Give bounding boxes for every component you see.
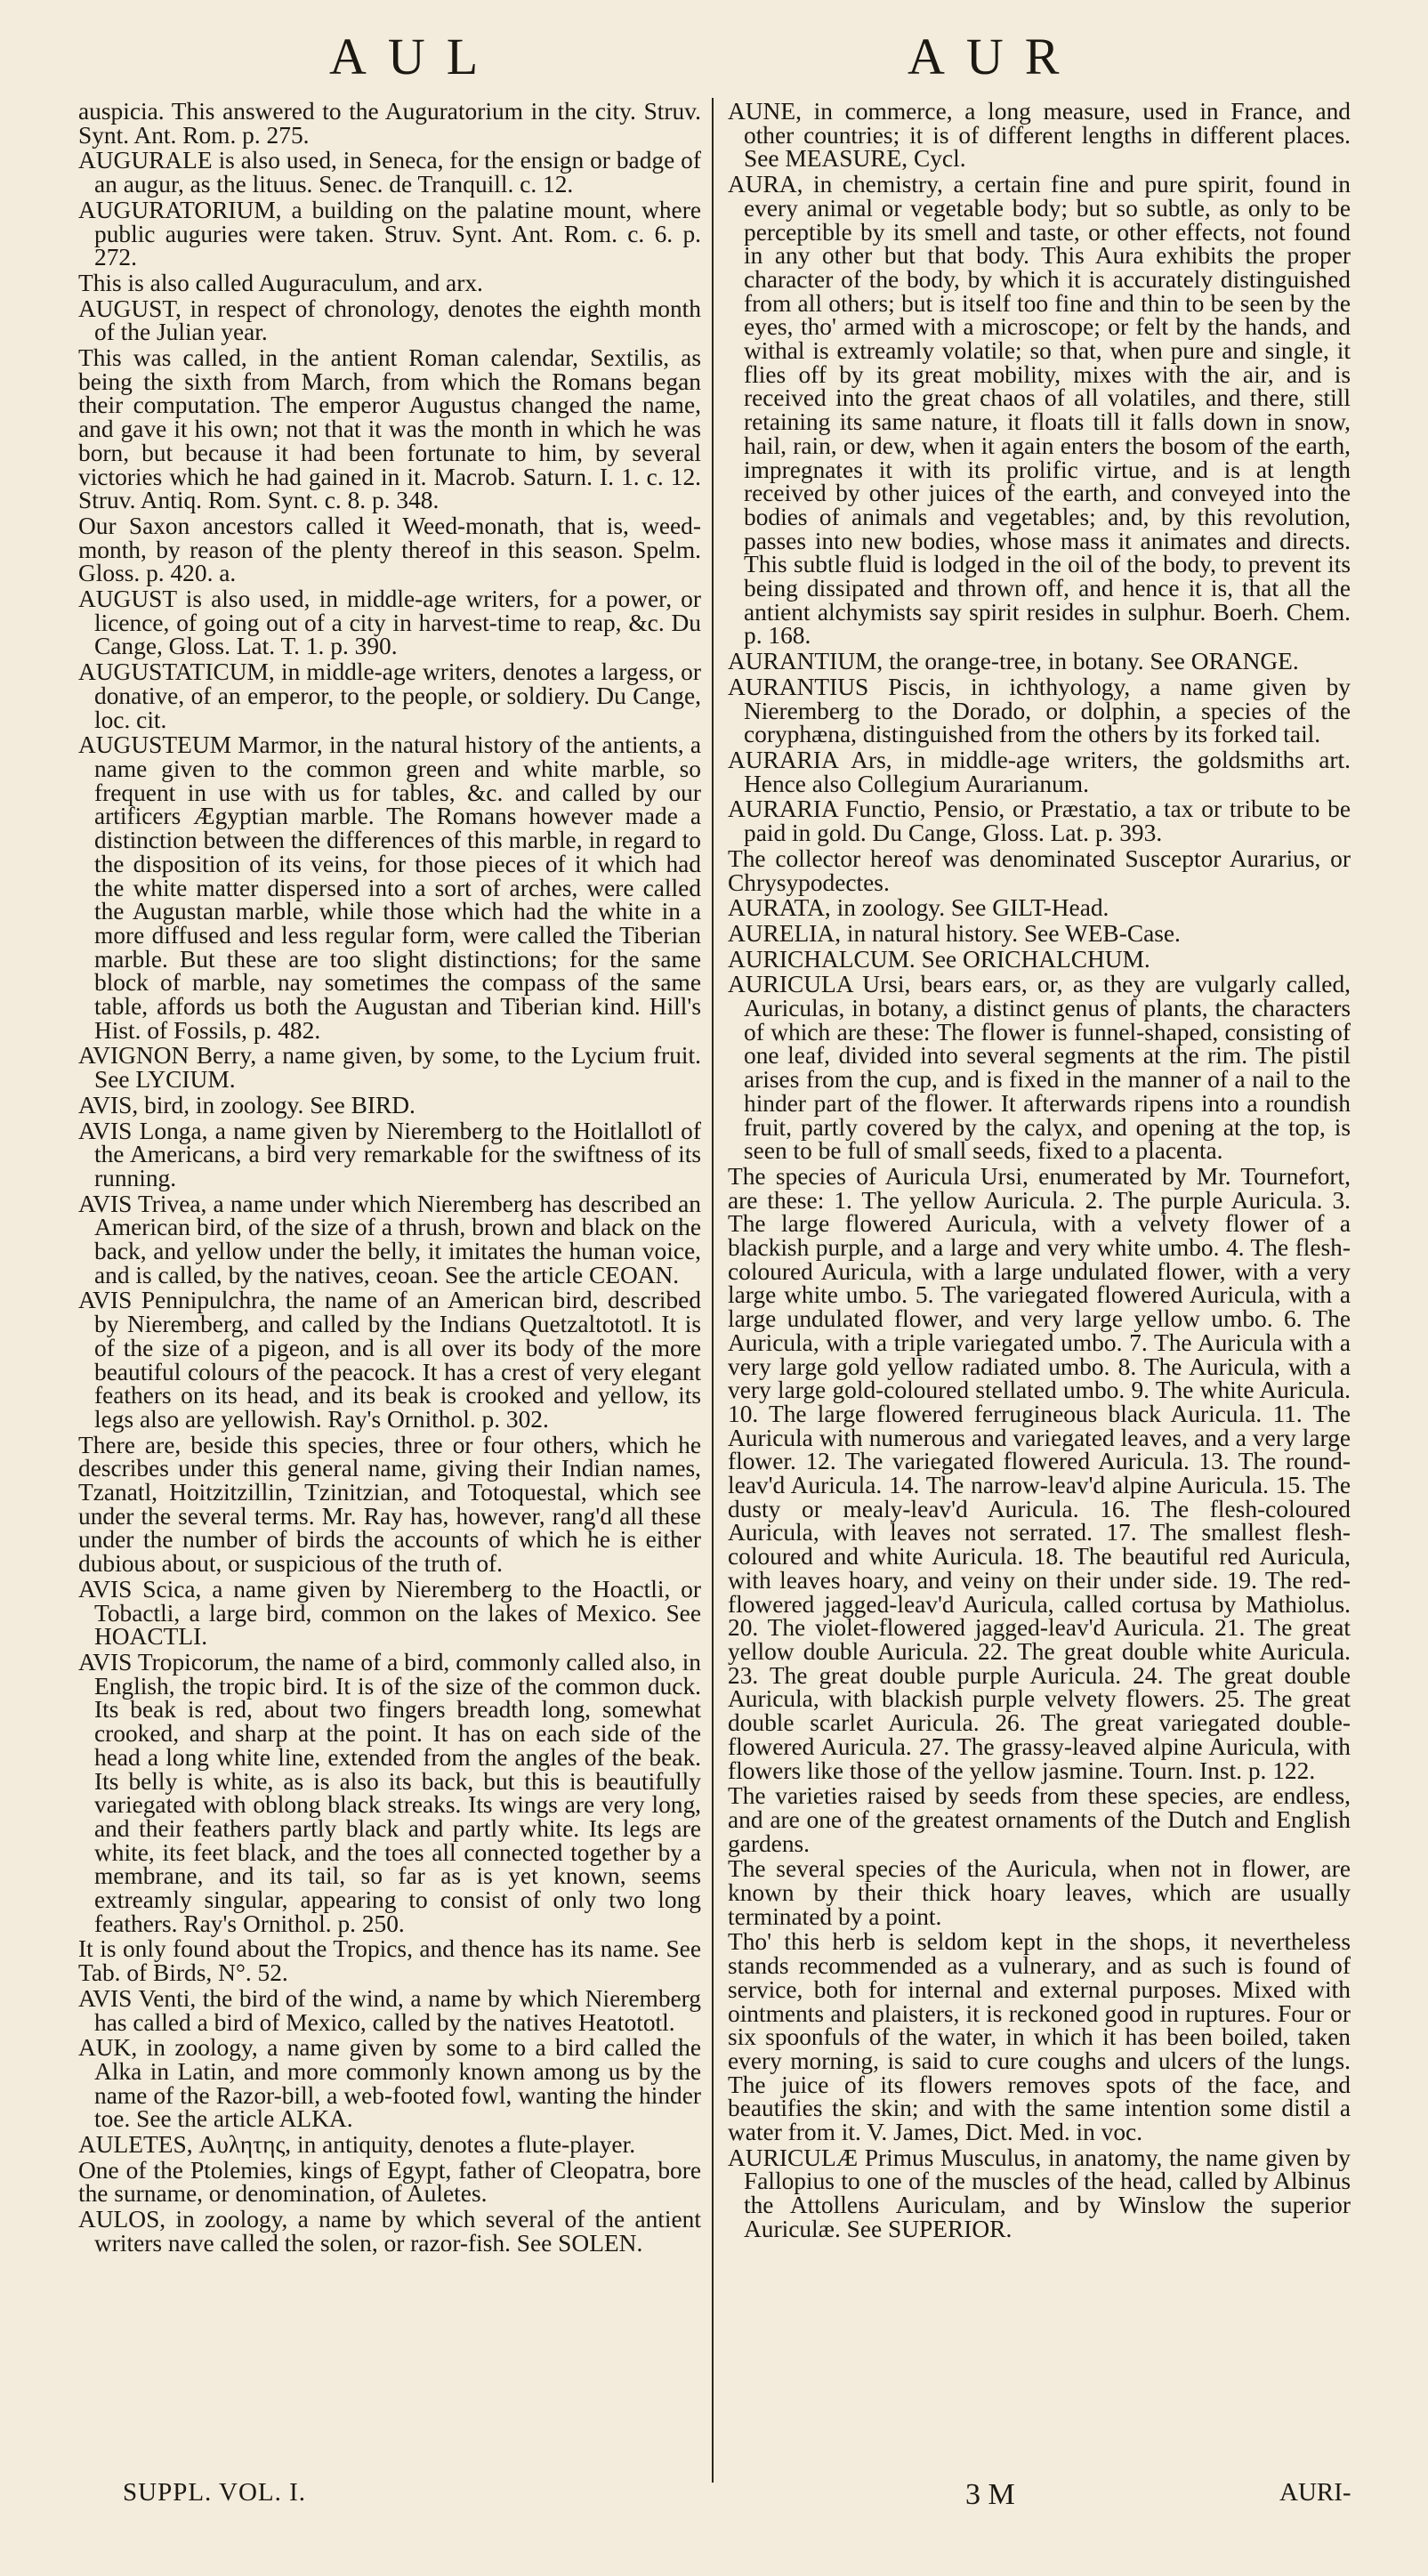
entry-paragraph: One of the Ptolemies, kings of Egypt, father of Cleopatra, bore the surname, or denomination, of Auletes. <box>78 2156 701 2208</box>
entry-paragraph: AURARIA Functio, Pensio, or Præstatio, a tax or tribute to be paid in gold. Du Cange, Gloss. Lat. p. 393. <box>728 795 1351 847</box>
entry-paragraph: AURELIA, in natural history. See WEB-Case. <box>728 919 1181 947</box>
entry-paragraph: AVIS Pennipulchra, the name of an American bird, described by Nieremberg, and called by the Indians Quetzaltototl. It is of the size of a pigeon, and is all over its body of the more beautiful colours of the peacock. It has a crest of very elegant feathers on its head, and its beak is crooked and yellow, its legs also are yellowish. Ray's Ornithol. p. 302. <box>78 1287 701 1433</box>
entry-paragraph: AURICULA Ursi, bears ears, or, as they are vulgarly called, Auriculas, in botany, a distinct genus of plants, the characters of which are these: The flower is funnel-shaped, consisting of one leaf, divided into several segments at the rim. The pistil arises from the cup, and is fixed in the manner of a nail to the hinder part of the flower. It afterwards ripens into a roundish fruit, partly covered by the calyx, and opening at the top, is seen to be full of small seeds, fixed to a placenta. <box>728 971 1351 1165</box>
footer-volume: SUPPL. VOL. I. <box>123 2478 307 2507</box>
entry-paragraph: This is also called Auguraculum, and arx. <box>78 269 483 296</box>
entry-paragraph: AURA, in chemistry, a certain fine and pure spirit, found in every animal or vegetable body; but so subtle, as only to be perceptible by its smell and taste, or other effects, not found in any other but that body. This Aura exhibits the proper character of the body, by which it is accurately distinguished from all others; but is itself too fine and thin to be seen by the eyes, tho' armed with a microscope; or felt by the hands, and withal is extreamly volatile; so that, when pure and single, it flies off by its great mobility, mixes with the air, and is received into the great chaos of all volatiles, and there, still retaining its same nature, it floats till it falls down in snow, hail, rain, or dew, when it again enters the bosom of the earth, impregnates it with its prolific virtue, and is at length received by other juices of the earth, and conveyed into the bodies of animals and vegetables; and, by this revolution, passes into new bodies, whose mass it animates and directs. This subtle fluid is lodged in the oil of the body, to prevent its being dissipated and thrown off, and hence it is, that all the antient alchymists say spirit resides in sulphur. Boerh. Chem. p. 168. <box>728 171 1351 650</box>
entry-paragraph: AURARIA Ars, in middle-age writers, the goldsmiths art. Hence also Collegium Aurarianum. <box>728 746 1351 797</box>
entry-paragraph: Tho' this herb is seldom kept in the shops, it nevertheless stands recommended as a vulnerary, and as such is found of service, both for internal and external purposes. Mixed with ointments and plaisters, it is reckoned good in ruptures. Four or six spoonfuls of the water, in which it has been boiled, taken every morning, is said to cure coughs and ulcers of the lungs. The juice of its flowers removes spots of the face, and beautifies the skin; and with the same intention some distil a water from it. V. James, Dict. Med. in voc. <box>728 1928 1351 2146</box>
footer-signature-mark: 3 M <box>965 2478 1015 2511</box>
entry-paragraph: AUGUST is also used, in middle-age writers, for a power, or licence, of going out of a city in harvest-time to reap, &c. Du Cange, Gloss. Lat. T. 1. p. 390. <box>78 585 701 660</box>
entry-paragraph: AVIS Scica, a name given by Nieremberg to the Hoactli, or Tobactli, a large bird, common on the lakes of Mexico. See HOACTLI. <box>78 1575 701 1651</box>
entry-paragraph: The collector hereof was denominated Susceptor Aurarius, or Chrysypodectes. <box>728 844 1351 896</box>
entry-paragraph: AURANTIUS Piscis, in ichthyology, a name given by Nieremberg to the Dorado, or dolphin, a species of the coryphæna, distinguished from the others by its forked tail. <box>728 673 1351 748</box>
entry-paragraph: AVIS Tropicorum, the name of a bird, commonly called also, in English, the tropic bird. It is of the size of the common duck. Its beak is red, about two fingers breadth long, somewhat crooked, and sharp at the point. It has on each side of the head a long white line, extended from the angles of the beak. Its belly is white, as is also its back, but this is beautifully variegated with oblong black streaks. Its wings are very long, and their feathers partly black and partly white. Its legs are white, its feet black, and the toes all connected together by a membrane, and its tail, so far as is yet known, seems extreamly singular, appearing to consist of only two long feathers. Ray's Ornithol. p. 250. <box>78 1649 701 1937</box>
entry-paragraph: AVIS Venti, the bird of the wind, a name by which Nieremberg has called a bird of Mexico, called by the natives Heatototl. <box>78 1984 701 2036</box>
entry-paragraph: The species of Auricula Ursi, enumerated by Mr. Tournefort, are these: 1. The yellow Auricula. 2. The purple Auricula. 3. The large flowered Auricula, with a velvety flower of a blackish purple, and a large and very white umbo. 4. The flesh-coloured Auricula, with a large undulated flower, with a very large white umbo. 5. The variegated flowered Auricula, with a large undulated flower, and very large yellow umbo. 6. The Auricula, with a triple variegated umbo. 7. The Auricula with a very large gold yellow radiated umbo. 8. The Auricula, with a very large gold-coloured stellated umbo. 9. The white Auricula. 10. The large flowered ferrugineous black Auricula. 11. The Auricula with numerous and variegated leaves, and a very large flower. 12. The variegated flowered Auricula. 13. The round-leav'd Auricula. 14. The narrow-leav'd alpine Auricula. 15. The dusty or mealy-leav'd Auricula. 16. The flesh-coloured Auricula, with leaves not serrated. 17. The smallest flesh-coloured and white Auricula. 18. The beautiful red Auricula, with leaves hoary, and veiny on their under side. 19. The red-flowered jagged-leav'd Auricula, called cortusa by Mathiolus. 20. The violet-flowered jagged-leav'd Auricula. 21. The great yellow double Auricula. 22. The great double white Auricula. 23. The great double purple Auricula. 24. The great double Auricula, with blackish purple velvety flowers. 25. The great double scarlet Auricula. 26. The great variegated double-flowered Auricula. 27. The grassy-leaved alpine Auricula, with flowers like those of the yellow jasmine. Tourn. Inst. p. 122. <box>728 1162 1351 1784</box>
entry-paragraph: AURICULÆ Primus Musculus, in anatomy, the name given by Fallopius to one of the muscles of the head, called by Albinus the Attollens Auriculam, and by Winslow the superior Auriculæ. See SUPERIOR. <box>728 2144 1351 2242</box>
entry-paragraph: AVIS Trivea, a name under which Nieremberg has described an American bird, of the size of a thrush, brown and black on the back, and yellow under the belly, it imitates the human voice, and is called, by the natives, ceoan. See the article CEOAN. <box>78 1190 701 1288</box>
entry-paragraph: There are, beside this species, three or four others, which he describes under this general name, giving their Indian names, Tzanatl, Hoitzitzillin, Tzinitzian, and Totoquestal, which see under the several terms. Mr. Ray has, however, rang'd all these under the number of birds the accounts of which he is either dubious about, or suspicious of the truth of. <box>78 1431 701 1578</box>
entry-paragraph: AUNE, in commerce, a long measure, used in France, and other countries; it is of different lengths in different places. See MEASURE, Cycl. <box>728 100 1351 173</box>
entry-paragraph: AUGUSTEUM Marmor, in the natural history of the antients, a name given to the common green and white marble, so frequent in use with us for tables, &c. and called by our artificers Ægyptian marble. The Romans however made a distinction between the differences of this marble, in regard to the disposition of its veins, for those pieces of it which had the white matter dispersed into a sort of arches, were called the Augustan marble, while those which had the white in a more diffused and less regular form, were called the Tiberian marble. But these are too slight distinctions; for the same block of marble, nay sometimes the compass of the same table, affords us both the Augustan and Tiberian kind. Hill's Hist. of Fossils, p. 482. <box>78 731 701 1044</box>
entry-paragraph: The varieties raised by seeds from these species, are endless, and are one of the greatest ornaments of the Dutch and English gardens. <box>728 1782 1351 1857</box>
column-divider <box>712 98 714 2483</box>
entry-paragraph: AUGUST, in respect of chronology, denotes the eighth month of the Julian year. <box>78 295 701 346</box>
entry-paragraph: This was called, in the antient Roman calendar, Sextilis, as being the sixth from March, from which the Romans began their computation. The emperor Augustus changed the name, and gave it his own; not that it was the month in which he was born, but because it had been fortunate to him, by several victories which he had gained in it. Macrob. Saturn. I. 1. c. 12. Struv. Antiq. Rom. Synt. c. 8. p. 348. <box>78 344 701 514</box>
header-left-title: AUL <box>329 28 500 85</box>
entry-paragraph: AVIS Longa, a name given by Nieremberg to the Hoitlallotl of the Americans, a bird very remarkable for the swiftness of its running. <box>78 1117 701 1191</box>
footer-catchword: AURI- <box>1279 2478 1351 2507</box>
entry-paragraph: AURICHALCUM. See ORICHALCHUM. <box>728 945 1150 973</box>
entry-paragraph: AUGURATORIUM, a building on the palatine mount, where public auguries were taken. Struv. Synt. Ant. Rom. c. 6. p. 272. <box>78 196 701 271</box>
entry-paragraph: AVIS, bird, in zoology. See BIRD. <box>78 1091 415 1118</box>
entry-paragraph: AUGUSTATICUM, in middle-age writers, denotes a largess, or donative, of an emperor, to the people, or soldiery. Du Cange, loc. cit. <box>78 658 701 733</box>
entry-paragraph: Our Saxon ancestors called it Weed-monath, that is, weed-month, by reason of the plenty thereof in this season. Spelm. Gloss. p. 420. a. <box>78 512 701 587</box>
entry-paragraph: The several species of the Auricula, when not in flower, are known by their thick hoary leaves, which are usually terminated by a point. <box>728 1855 1351 1930</box>
entry-paragraph: AULOS, in zoology, a name by which several of the antient writers nave called the solen, or razor-fish. See SOLEN. <box>78 2206 701 2257</box>
entry-paragraph: AURATA, in zoology. See GILT-Head. <box>728 894 1109 922</box>
entry-paragraph: auspicia. This answered to the Auguratorium in the city. Struv. Synt. Ant. Rom. p. 275. <box>78 100 701 149</box>
header-right-title: AUR <box>908 28 1081 85</box>
right-column <box>728 100 1351 2449</box>
entry-paragraph: AUK, in zoology, a name given by some to a bird called the Alka in Latin, and more commonly known among us by the name of the Razor-bill, a web-footed fowl, wanting the hinder toe. See the article ALKA. <box>78 2034 701 2133</box>
entry-paragraph: AUGURALE is also used, in Seneca, for the ensign or badge of an augur, as the lituus. Senec. de Tranquill. c. 12. <box>78 147 701 198</box>
entry-paragraph: AURANTIUM, the orange-tree, in botany. See ORANGE. <box>728 648 1299 675</box>
entry-paragraph: It is only found about the Tropics, and thence has its name. See Tab. of Birds, N°. 52. <box>78 1935 701 1987</box>
entry-paragraph: AULETES, Αυλητης, in antiquity, denotes a flute-player. <box>78 2131 636 2159</box>
entry-paragraph: AVIGNON Berry, a name given, by some, to the Lycium fruit. See LYCIUM. <box>78 1042 701 1094</box>
left-column <box>78 100 701 2449</box>
